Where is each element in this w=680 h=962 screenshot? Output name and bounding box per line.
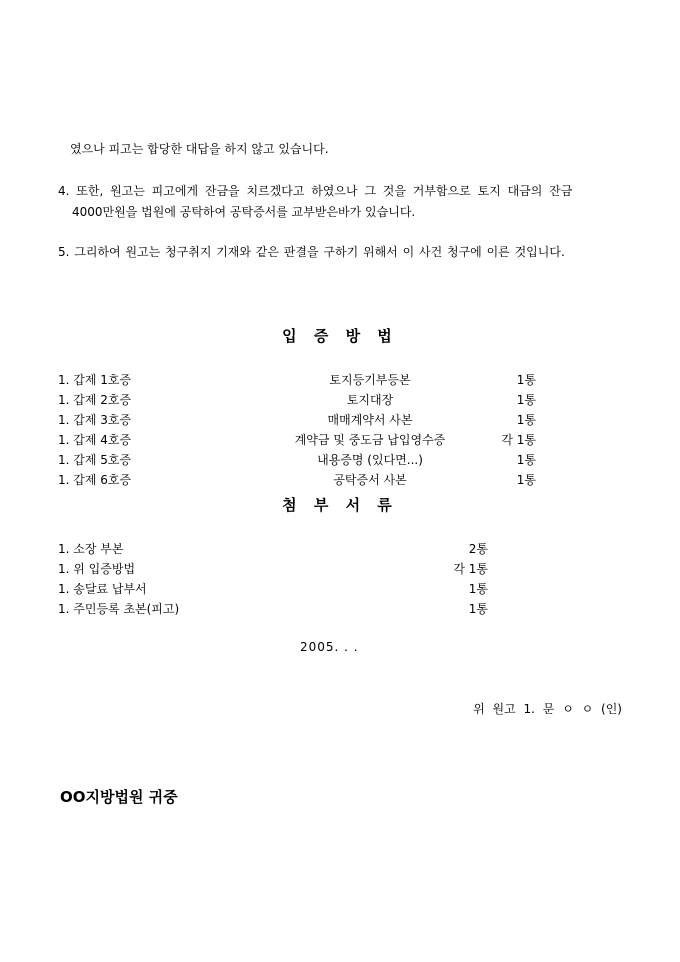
- attachment-item-label: 1. 송달료 납부서: [58, 582, 147, 596]
- evidence-item: [0, 391, 680, 411]
- evidence-item-label: 1. 갑제 1호증: [58, 373, 132, 387]
- evidence-item-document: 계약금 및 중도금 납입영수증: [294, 433, 446, 447]
- filing-date: 2005. . .: [300, 640, 359, 654]
- evidence-item-quantity: 1통: [516, 393, 536, 407]
- attachment-item-quantity: 1통: [468, 602, 488, 616]
- attachment-item-label: 1. 위 입증방법: [58, 562, 136, 576]
- evidence-item-label: 1. 갑제 3호증: [58, 413, 132, 427]
- evidence-item-quantity: 1통: [516, 473, 536, 487]
- evidence-item: [0, 431, 680, 451]
- evidence-item-quantity: 1통: [516, 373, 536, 387]
- attachments-heading: 첨 부 서 류: [282, 496, 398, 514]
- paragraph-4-line-2: 4000만원을 법원에 공탁하여 공탁증서를 교부받은바가 있습니다.: [72, 205, 416, 219]
- evidence-item-label: 1. 갑제 4호증: [58, 433, 132, 447]
- evidence-item: [0, 471, 680, 491]
- evidence-item-label: 1. 갑제 2호증: [58, 393, 132, 407]
- paragraph-3-continuation: 였으나 피고는 합당한 대답을 하지 않고 있습니다.: [70, 142, 329, 156]
- evidence-item: [0, 411, 680, 431]
- evidence-item-document: 공탁증서 사본: [333, 473, 407, 487]
- evidence-item-document: 내용증명 (있다면...): [317, 453, 423, 467]
- evidence-item-label: 1. 갑제 5호증: [58, 453, 132, 467]
- attachment-item: [0, 580, 680, 600]
- court-addressee: OO지방법원 귀중: [60, 788, 178, 806]
- paragraph-5: 5. 그리하여 원고는 청구취지 기재와 같은 판결을 구하기 위해서 이 사건 청구에 이른 것입니다.: [58, 245, 565, 259]
- attachment-item: [0, 560, 680, 580]
- evidence-item-label: 1. 갑제 6호증: [58, 473, 132, 487]
- attachment-item-quantity: 2통: [468, 542, 488, 556]
- evidence-item-quantity: 1통: [516, 453, 536, 467]
- attachment-item-label: 1. 소장 부본: [58, 542, 124, 556]
- evidence-heading: 입 증 방 법: [282, 327, 398, 345]
- evidence-item: [0, 371, 680, 391]
- paragraph-4-line-1: 4. 또한, 원고는 피고에게 잔금을 치르겠다고 하였으나 그 것을 거부함으로 토지 대금의 잔금: [58, 184, 573, 198]
- evidence-item-document: 매매계약서 사본: [327, 413, 413, 427]
- evidence-item: [0, 451, 680, 471]
- attachment-item-quantity: 각 1통: [453, 562, 488, 576]
- evidence-item-quantity: 각 1통: [501, 433, 536, 447]
- evidence-item-document: 토지대장: [346, 393, 394, 407]
- attachment-item: [0, 540, 680, 560]
- evidence-item-quantity: 1통: [516, 413, 536, 427]
- plaintiff-signature: 위 원고 1. 문 ㅇ ㅇ (인): [473, 702, 622, 716]
- evidence-item-document: 토지등기부등본: [329, 373, 411, 387]
- attachment-item: [0, 600, 680, 620]
- attachment-item-quantity: 1통: [468, 582, 488, 596]
- attachment-item-label: 1. 주민등록 초본(피고): [58, 602, 180, 616]
